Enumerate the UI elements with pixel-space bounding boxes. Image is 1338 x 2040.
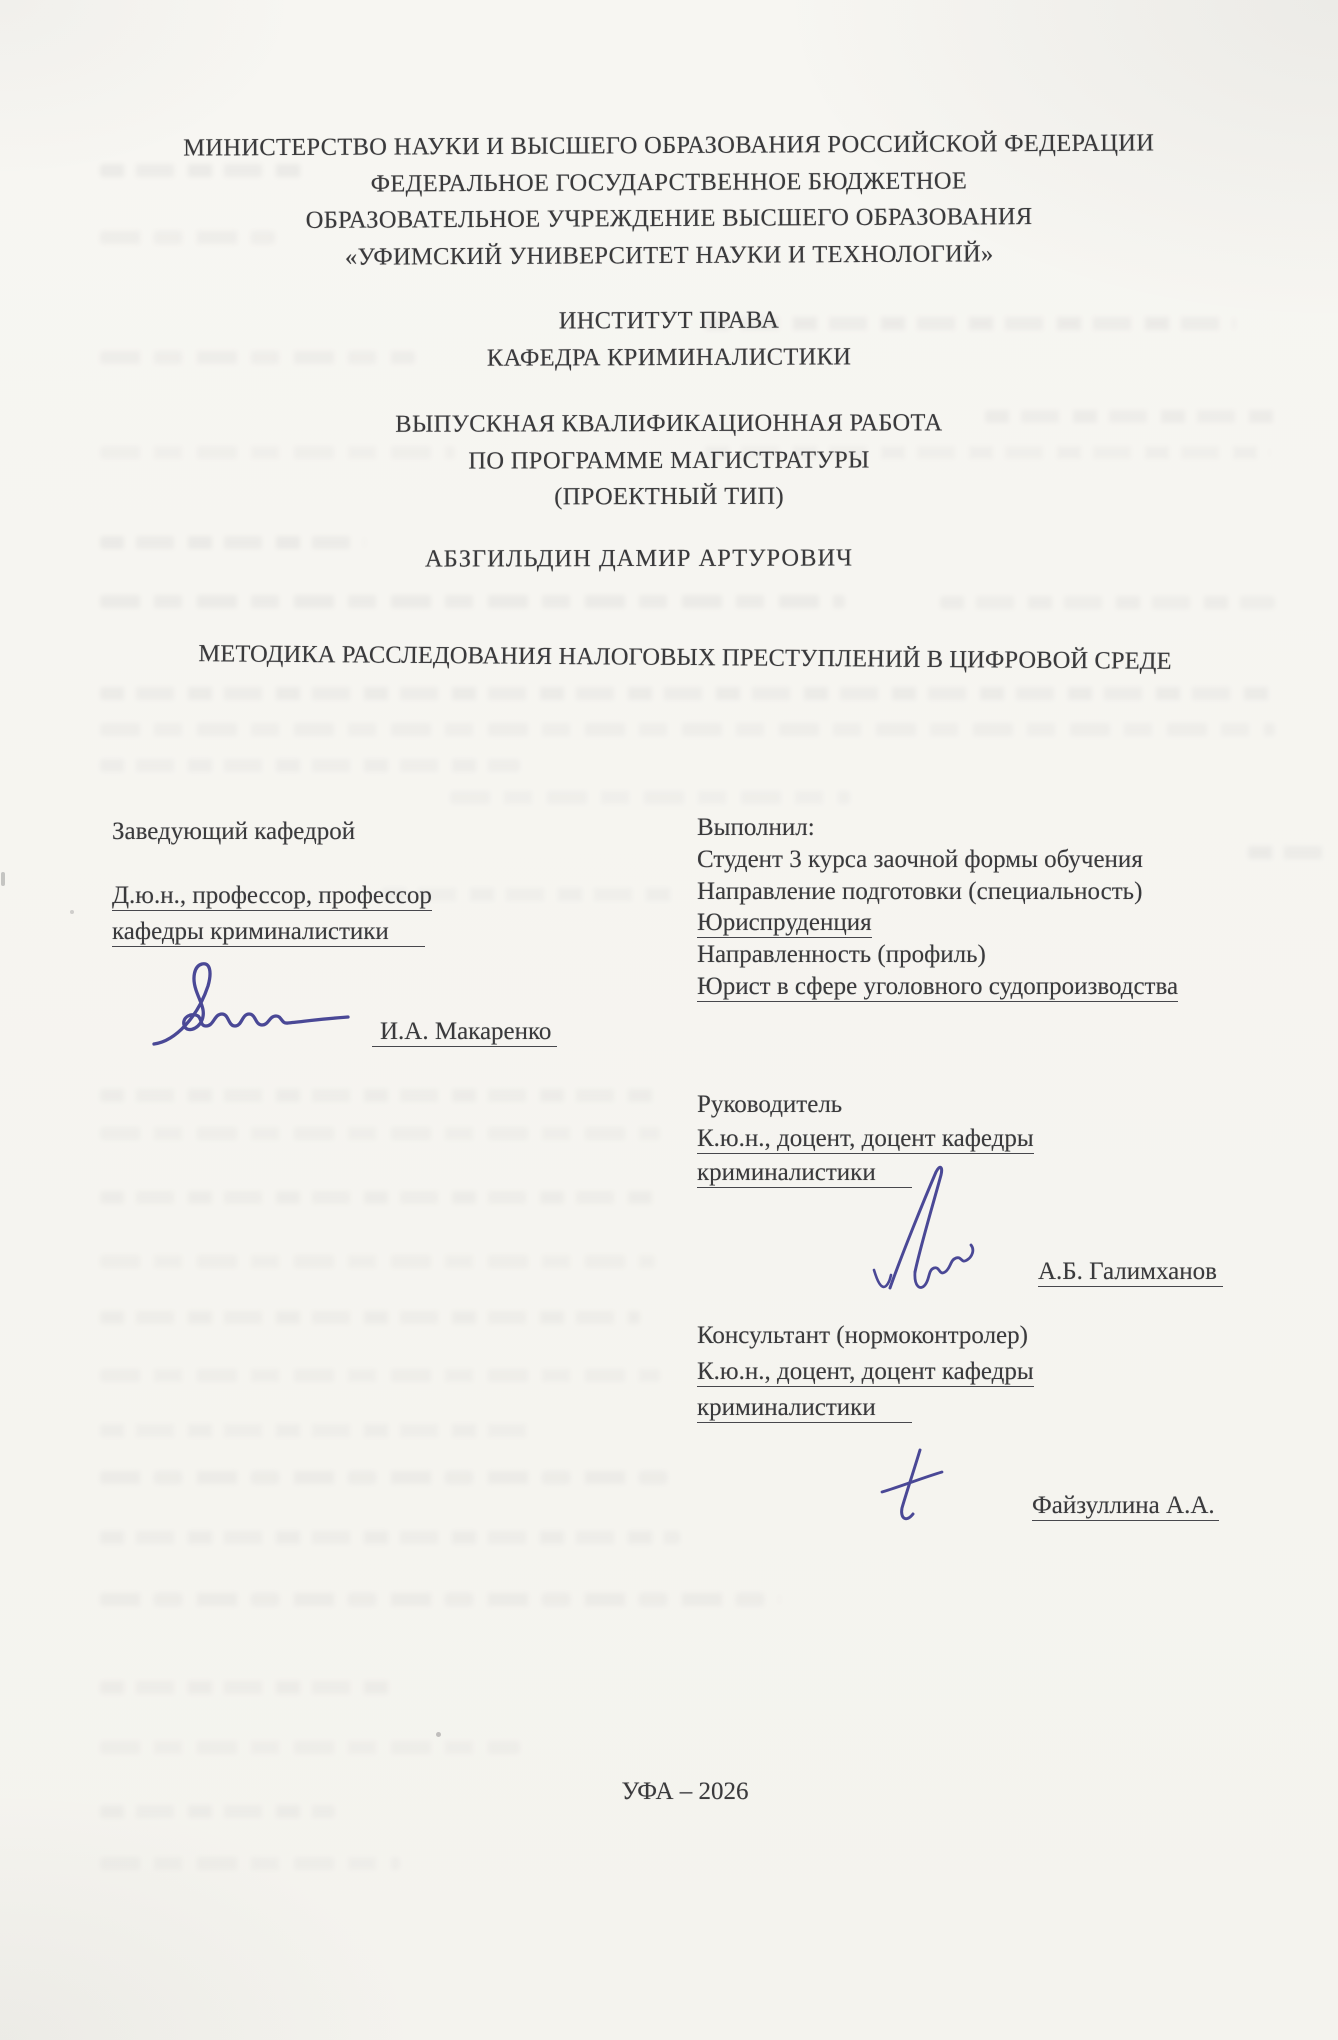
bleed-through-line	[100, 1369, 660, 1382]
head-degree-line-1: Д.ю.н., профессор, профессор	[112, 882, 432, 909]
consultant-degree-line-2: криминалистики	[697, 1394, 912, 1423]
author-name: АБЗГИЛЬДИН ДАМИР АРТУРОВИЧ	[424, 544, 854, 573]
bleed-through-line	[100, 1471, 680, 1484]
scan-speck	[1, 872, 5, 886]
bleed-through-line	[100, 1191, 660, 1204]
bleed-through-line	[100, 1255, 655, 1268]
ministry-line: МИНИСТЕРСТВО НАУКИ И ВЫСШЕГО ОБРАЗОВАНИЯ РОССИЙСКОЙ ФЕДЕРАЦИИ	[183, 129, 1155, 162]
university-name: «УФИМСКИЙ УНИВЕРСИТЕТ НАУКИ И ТЕХНОЛОГИЙ»	[344, 239, 994, 271]
bleed-through-line	[100, 1741, 520, 1754]
supervisor-role: Руководитель	[697, 1091, 843, 1118]
signature-makarenko	[148, 956, 358, 1056]
department-name: КАФЕДРА КРИМИНАЛИСТИКИ	[486, 342, 852, 372]
consultant-block	[697, 1318, 1034, 1426]
bleed-through-line	[100, 759, 520, 772]
signature-fayzullina	[876, 1446, 948, 1528]
consultant-degree-line-1: К.ю.н., доцент, доцент кафедры	[697, 1358, 1034, 1385]
work-type-line-3: (ПРОЕКТНЫЙ ТИП)	[554, 482, 784, 511]
bleed-through-line	[450, 791, 850, 804]
bleed-through-line	[1248, 846, 1323, 859]
bleed-through-line	[100, 595, 845, 608]
profile-value: Юрист в сфере уголовного судопроизводства	[697, 972, 1179, 1000]
bleed-through-line	[100, 1681, 400, 1694]
scan-speck	[436, 1732, 441, 1737]
specialty-label-line: Направление подготовки (специальность)	[697, 877, 1143, 905]
supervisor-block	[697, 1088, 1034, 1190]
bleed-through-line	[100, 1311, 640, 1324]
bleed-through-line	[100, 1424, 530, 1437]
supervisor-degree-line-2: криминалистики	[697, 1159, 912, 1188]
head-of-department-name: И.А. Макаренко	[372, 1016, 557, 1048]
performed-by-block	[697, 812, 1178, 1003]
supervisor-name: А.Б. Галимханов	[1038, 1256, 1223, 1288]
bleed-through-line	[100, 1531, 680, 1544]
bleed-through-line	[100, 723, 1275, 736]
scan-speck	[70, 910, 74, 914]
bleed-through-line	[100, 1127, 660, 1140]
supervisor-degree-line-1: К.ю.н., доцент, доцент кафедры	[697, 1125, 1034, 1152]
institute-name: ИНСТИТУТ ПРАВА	[558, 306, 780, 335]
bleed-through-line	[100, 687, 1275, 700]
bleed-through-line	[100, 1593, 780, 1606]
profile-label-line: Направленность (профиль)	[697, 941, 986, 969]
city-year-line: УФА – 2026	[621, 1778, 749, 1805]
head-of-department-degree	[112, 878, 432, 950]
specialty-value: Юриспруденция	[697, 909, 872, 937]
consultant-role: Консультант (нормоконтролер)	[697, 1322, 1028, 1349]
institute-block	[0, 301, 1338, 379]
work-type-block	[0, 404, 1338, 517]
head-of-department-role: Заведующий кафедрой	[112, 818, 356, 845]
bleed-through-line	[100, 1857, 400, 1870]
work-type-line-1: ВЫПУСКНАЯ КВАЛИФИКАЦИОННАЯ РАБОТА	[395, 409, 943, 438]
student-line: Студент 3 курса заочной формы обучения	[697, 845, 1143, 873]
institution-line-2: ОБРАЗОВАТЕЛЬНОЕ УЧРЕЖДЕНИЕ ВЫСШЕГО ОБРАЗОВАНИЯ	[305, 203, 1033, 234]
head-degree-line-2: кафедры криминалистики	[112, 918, 425, 947]
ministry-header	[0, 124, 1338, 277]
work-type-line-2: ПО ПРОГРАММЕ МАГИСТРАТУРЫ	[468, 445, 870, 475]
institution-line-1: ФЕДЕРАЛЬНОЕ ГОСУДАРСТВЕННОЕ БЮДЖЕТНОЕ	[370, 166, 968, 198]
thesis-title: МЕТОДИКА РАССЛЕДОВАНИЯ НАЛОГОВЫХ ПРЕСТУПЛЕНИЙ В ЦИФРОВОЙ СРЕДЕ	[198, 640, 1172, 675]
consultant-name: Файзуллина А.А.	[1032, 1490, 1219, 1522]
signature-galimkhanov	[868, 1162, 983, 1304]
performed-label: Выполнил:	[697, 814, 815, 841]
bleed-through-line	[940, 596, 1275, 609]
bleed-through-line	[100, 1089, 660, 1102]
